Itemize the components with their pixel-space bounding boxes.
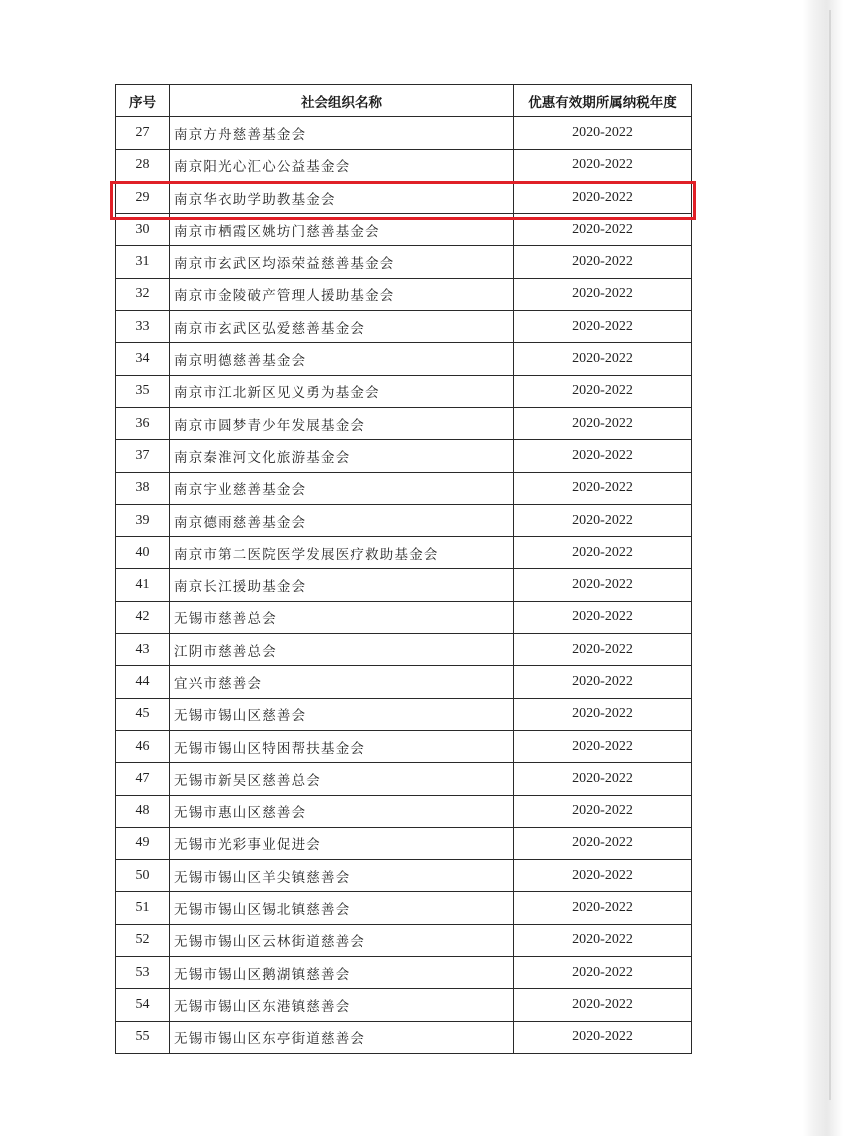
row-organization-name: 南京宇业慈善基金会	[170, 472, 514, 504]
row-serial-number: 43	[116, 634, 170, 666]
row-serial-number: 29	[116, 181, 170, 213]
row-serial-number: 49	[116, 827, 170, 859]
organization-table-container	[115, 84, 691, 1054]
row-tax-year: 2020-2022	[514, 407, 692, 439]
row-tax-year: 2020-2022	[514, 504, 692, 536]
table-row	[116, 149, 692, 181]
table-body	[116, 117, 692, 1054]
row-serial-number: 41	[116, 569, 170, 601]
row-serial-number: 35	[116, 375, 170, 407]
header-serial-number: 序号	[116, 85, 170, 117]
row-serial-number: 32	[116, 278, 170, 310]
table-row	[116, 343, 692, 375]
row-organization-name: 南京德雨慈善基金会	[170, 504, 514, 536]
row-organization-name: 南京市江北新区见义勇为基金会	[170, 375, 514, 407]
row-serial-number: 27	[116, 117, 170, 149]
table-row	[116, 117, 692, 149]
row-serial-number: 55	[116, 1021, 170, 1053]
table-row	[116, 860, 692, 892]
row-tax-year: 2020-2022	[514, 601, 692, 633]
row-organization-name: 无锡市锡山区慈善会	[170, 698, 514, 730]
table-row	[116, 278, 692, 310]
table-row	[116, 957, 692, 989]
table-row	[116, 827, 692, 859]
row-organization-name: 无锡市锡山区云林街道慈善会	[170, 924, 514, 956]
row-organization-name: 无锡市锡山区东港镇慈善会	[170, 989, 514, 1021]
table-header-row	[116, 85, 692, 117]
row-tax-year: 2020-2022	[514, 311, 692, 343]
row-tax-year: 2020-2022	[514, 1021, 692, 1053]
row-serial-number: 39	[116, 504, 170, 536]
row-tax-year: 2020-2022	[514, 795, 692, 827]
table-row	[116, 311, 692, 343]
row-tax-year: 2020-2022	[514, 763, 692, 795]
row-organization-name: 南京明德慈善基金会	[170, 343, 514, 375]
table-row	[116, 246, 692, 278]
table-row	[116, 763, 692, 795]
row-tax-year: 2020-2022	[514, 957, 692, 989]
row-organization-name: 南京阳光心汇心公益基金会	[170, 149, 514, 181]
table-row	[116, 537, 692, 569]
row-organization-name: 南京市圆梦青少年发展基金会	[170, 407, 514, 439]
row-organization-name: 无锡市慈善总会	[170, 601, 514, 633]
table-row	[116, 504, 692, 536]
row-serial-number: 38	[116, 472, 170, 504]
row-tax-year: 2020-2022	[514, 860, 692, 892]
row-organization-name: 无锡市惠山区慈善会	[170, 795, 514, 827]
row-tax-year: 2020-2022	[514, 343, 692, 375]
row-tax-year: 2020-2022	[514, 375, 692, 407]
scan-edge-line	[829, 10, 831, 1100]
row-organization-name: 无锡市光彩事业促进会	[170, 827, 514, 859]
row-tax-year: 2020-2022	[514, 246, 692, 278]
row-tax-year: 2020-2022	[514, 117, 692, 149]
table-row	[116, 407, 692, 439]
table-row	[116, 666, 692, 698]
table-row	[116, 730, 692, 762]
row-tax-year: 2020-2022	[514, 278, 692, 310]
row-serial-number: 46	[116, 730, 170, 762]
table-row	[116, 989, 692, 1021]
row-tax-year: 2020-2022	[514, 440, 692, 472]
row-organization-name: 南京秦淮河文化旅游基金会	[170, 440, 514, 472]
row-tax-year: 2020-2022	[514, 730, 692, 762]
table-row	[116, 892, 692, 924]
row-tax-year: 2020-2022	[514, 181, 692, 213]
header-organization-name: 社会组织名称	[170, 85, 514, 117]
row-serial-number: 44	[116, 666, 170, 698]
row-tax-year: 2020-2022	[514, 149, 692, 181]
row-serial-number: 37	[116, 440, 170, 472]
table-row	[116, 601, 692, 633]
row-tax-year: 2020-2022	[514, 569, 692, 601]
row-tax-year: 2020-2022	[514, 892, 692, 924]
row-organization-name: 南京方舟慈善基金会	[170, 117, 514, 149]
scan-page-edge	[803, 0, 843, 1136]
row-serial-number: 28	[116, 149, 170, 181]
row-tax-year: 2020-2022	[514, 472, 692, 504]
row-organization-name: 南京市第二医院医学发展医疗救助基金会	[170, 537, 514, 569]
table-row	[116, 569, 692, 601]
row-tax-year: 2020-2022	[514, 214, 692, 246]
row-serial-number: 33	[116, 311, 170, 343]
row-tax-year: 2020-2022	[514, 537, 692, 569]
row-serial-number: 50	[116, 860, 170, 892]
row-serial-number: 36	[116, 407, 170, 439]
row-serial-number: 54	[116, 989, 170, 1021]
row-tax-year: 2020-2022	[514, 989, 692, 1021]
row-organization-name: 江阴市慈善总会	[170, 634, 514, 666]
row-tax-year: 2020-2022	[514, 634, 692, 666]
row-organization-name: 无锡市锡山区特困帮扶基金会	[170, 730, 514, 762]
row-organization-name: 无锡市锡山区锡北镇慈善会	[170, 892, 514, 924]
row-organization-name: 南京市金陵破产管理人援助基金会	[170, 278, 514, 310]
row-organization-name: 南京长江援助基金会	[170, 569, 514, 601]
table-row	[116, 440, 692, 472]
row-serial-number: 48	[116, 795, 170, 827]
table-row	[116, 698, 692, 730]
table-row	[116, 634, 692, 666]
row-tax-year: 2020-2022	[514, 827, 692, 859]
table-row	[116, 181, 692, 213]
table-row	[116, 1021, 692, 1053]
row-serial-number: 34	[116, 343, 170, 375]
row-serial-number: 53	[116, 957, 170, 989]
row-serial-number: 31	[116, 246, 170, 278]
row-serial-number: 51	[116, 892, 170, 924]
row-tax-year: 2020-2022	[514, 698, 692, 730]
table-row	[116, 375, 692, 407]
row-serial-number: 30	[116, 214, 170, 246]
row-serial-number: 52	[116, 924, 170, 956]
organization-table	[115, 84, 692, 1054]
row-serial-number: 40	[116, 537, 170, 569]
row-organization-name: 南京市玄武区弘爱慈善基金会	[170, 311, 514, 343]
row-organization-name: 南京华衣助学助教基金会	[170, 181, 514, 213]
row-serial-number: 45	[116, 698, 170, 730]
header-tax-year: 优惠有效期所属纳税年度	[514, 85, 692, 117]
row-organization-name: 无锡市新吴区慈善总会	[170, 763, 514, 795]
row-organization-name: 南京市玄武区均添荣益慈善基金会	[170, 246, 514, 278]
row-organization-name: 宜兴市慈善会	[170, 666, 514, 698]
row-organization-name: 无锡市锡山区鹅湖镇慈善会	[170, 957, 514, 989]
table-row	[116, 795, 692, 827]
table-row	[116, 214, 692, 246]
row-tax-year: 2020-2022	[514, 924, 692, 956]
table-row	[116, 924, 692, 956]
row-organization-name: 无锡市锡山区羊尖镇慈善会	[170, 860, 514, 892]
table-row	[116, 472, 692, 504]
row-organization-name: 无锡市锡山区东亭街道慈善会	[170, 1021, 514, 1053]
row-serial-number: 47	[116, 763, 170, 795]
row-organization-name: 南京市栖霞区姚坊门慈善基金会	[170, 214, 514, 246]
row-tax-year: 2020-2022	[514, 666, 692, 698]
row-serial-number: 42	[116, 601, 170, 633]
